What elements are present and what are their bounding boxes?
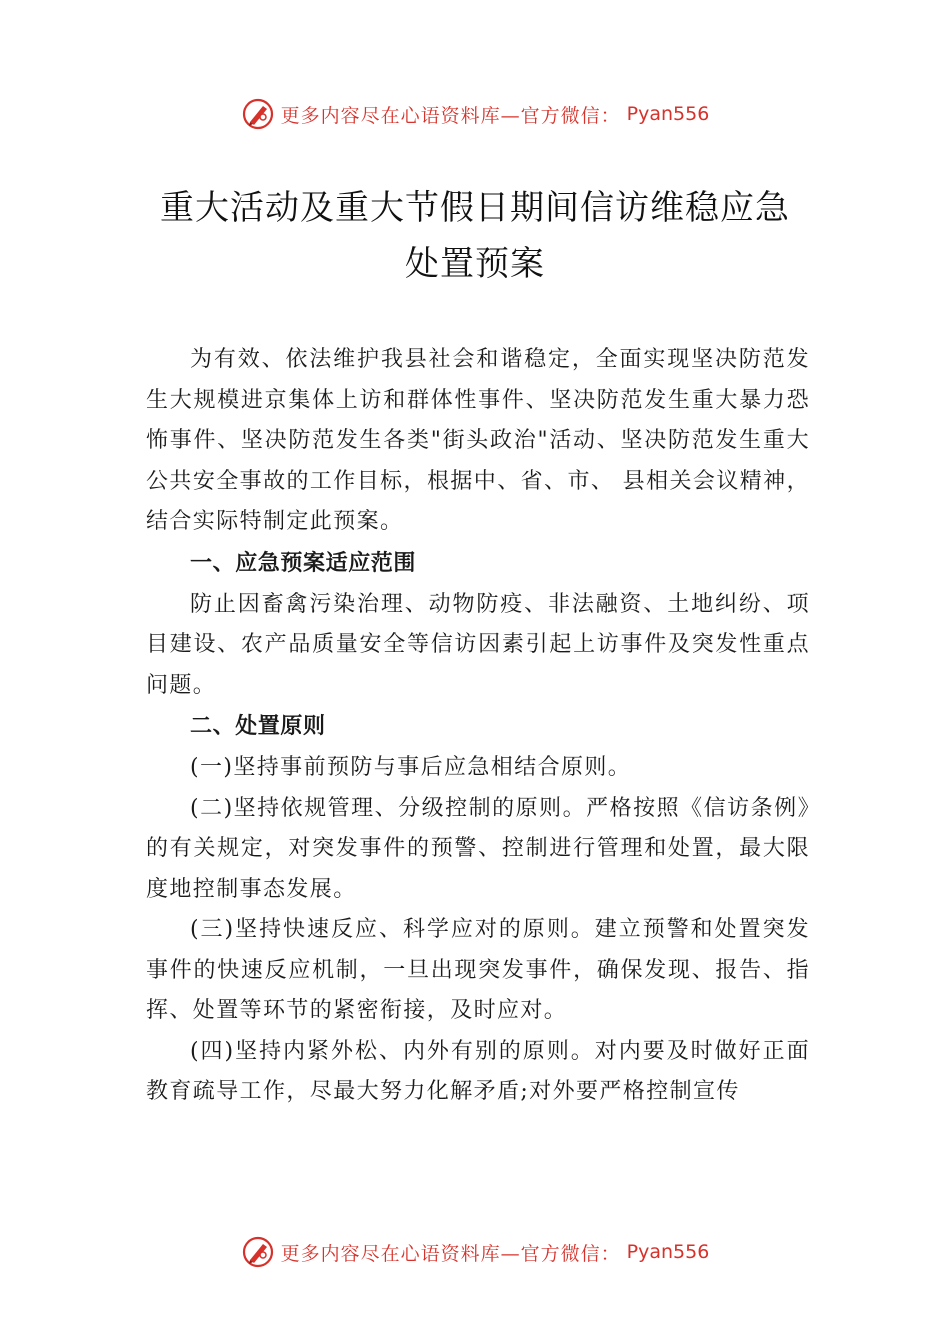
watermark-wechat-id: Pyan556 bbox=[626, 103, 710, 125]
title-line-2: 处置预案 bbox=[405, 244, 545, 284]
section-2-heading: 二、处置原则 bbox=[190, 714, 326, 739]
principle-2-paragraph: (二)坚持依规管理、分级控制的原则。严格按照《信访条例》的有关规定，对突发事件的预警、控制进行管理和处置，最大限度地控制事态发展。 bbox=[146, 795, 810, 902]
document-title bbox=[120, 180, 830, 292]
pen-logo-icon bbox=[241, 97, 275, 131]
principle-3-paragraph: (三)坚持快速反应、科学应对的原则。建立预警和处置突发事件的快速反应机制，一旦出现突发事件，确保发现、报告、指挥、处置等环节的紧密衔接，及时应对。 bbox=[146, 917, 810, 1023]
watermark-text: 更多内容尽在心语资料库—官方微信： bbox=[280, 1242, 621, 1265]
watermark-text: 更多内容尽在心语资料库—官方微信： bbox=[280, 104, 621, 127]
footer-watermark-banner bbox=[0, 1232, 950, 1272]
pen-logo-icon bbox=[241, 1235, 275, 1269]
section-1-paragraph: 防止因畜禽污染治理、动物防疫、非法融资、土地纠纷、项目建设、农产品质量安全等信访因素引起上访事件及突发性重点问题。 bbox=[146, 591, 810, 698]
header-watermark-banner bbox=[0, 94, 950, 134]
principle-4-paragraph: (四)坚持内紧外松、内外有别的原则。对内要及时做好正面教育疏导工作，尽最大努力化解矛盾;对外要严格控制宣传 bbox=[146, 1038, 810, 1104]
watermark-wechat-id: Pyan556 bbox=[626, 1241, 710, 1263]
intro-paragraph: 为有效、依法维护我县社会和谐稳定，全面实现坚决防范发生大规模进京集体上访和群体性事件、坚决防范发生重大暴力恐怖事件、坚决防范发生各类"街头政治"活动、坚决防范发生重大公共安全事故的工作目标，根据中、省、市、 县相关会议精神，结合实际特制定此预案。 bbox=[146, 347, 810, 534]
principle-1-paragraph: (一)坚持事前预防与事后应急相结合原则。 bbox=[190, 755, 632, 780]
section-1-heading: 一、应急预案适应范围 bbox=[190, 550, 417, 576]
title-line-1: 重大活动及重大节假日期间信访维稳应急 bbox=[160, 188, 790, 228]
document-body bbox=[146, 340, 810, 1113]
